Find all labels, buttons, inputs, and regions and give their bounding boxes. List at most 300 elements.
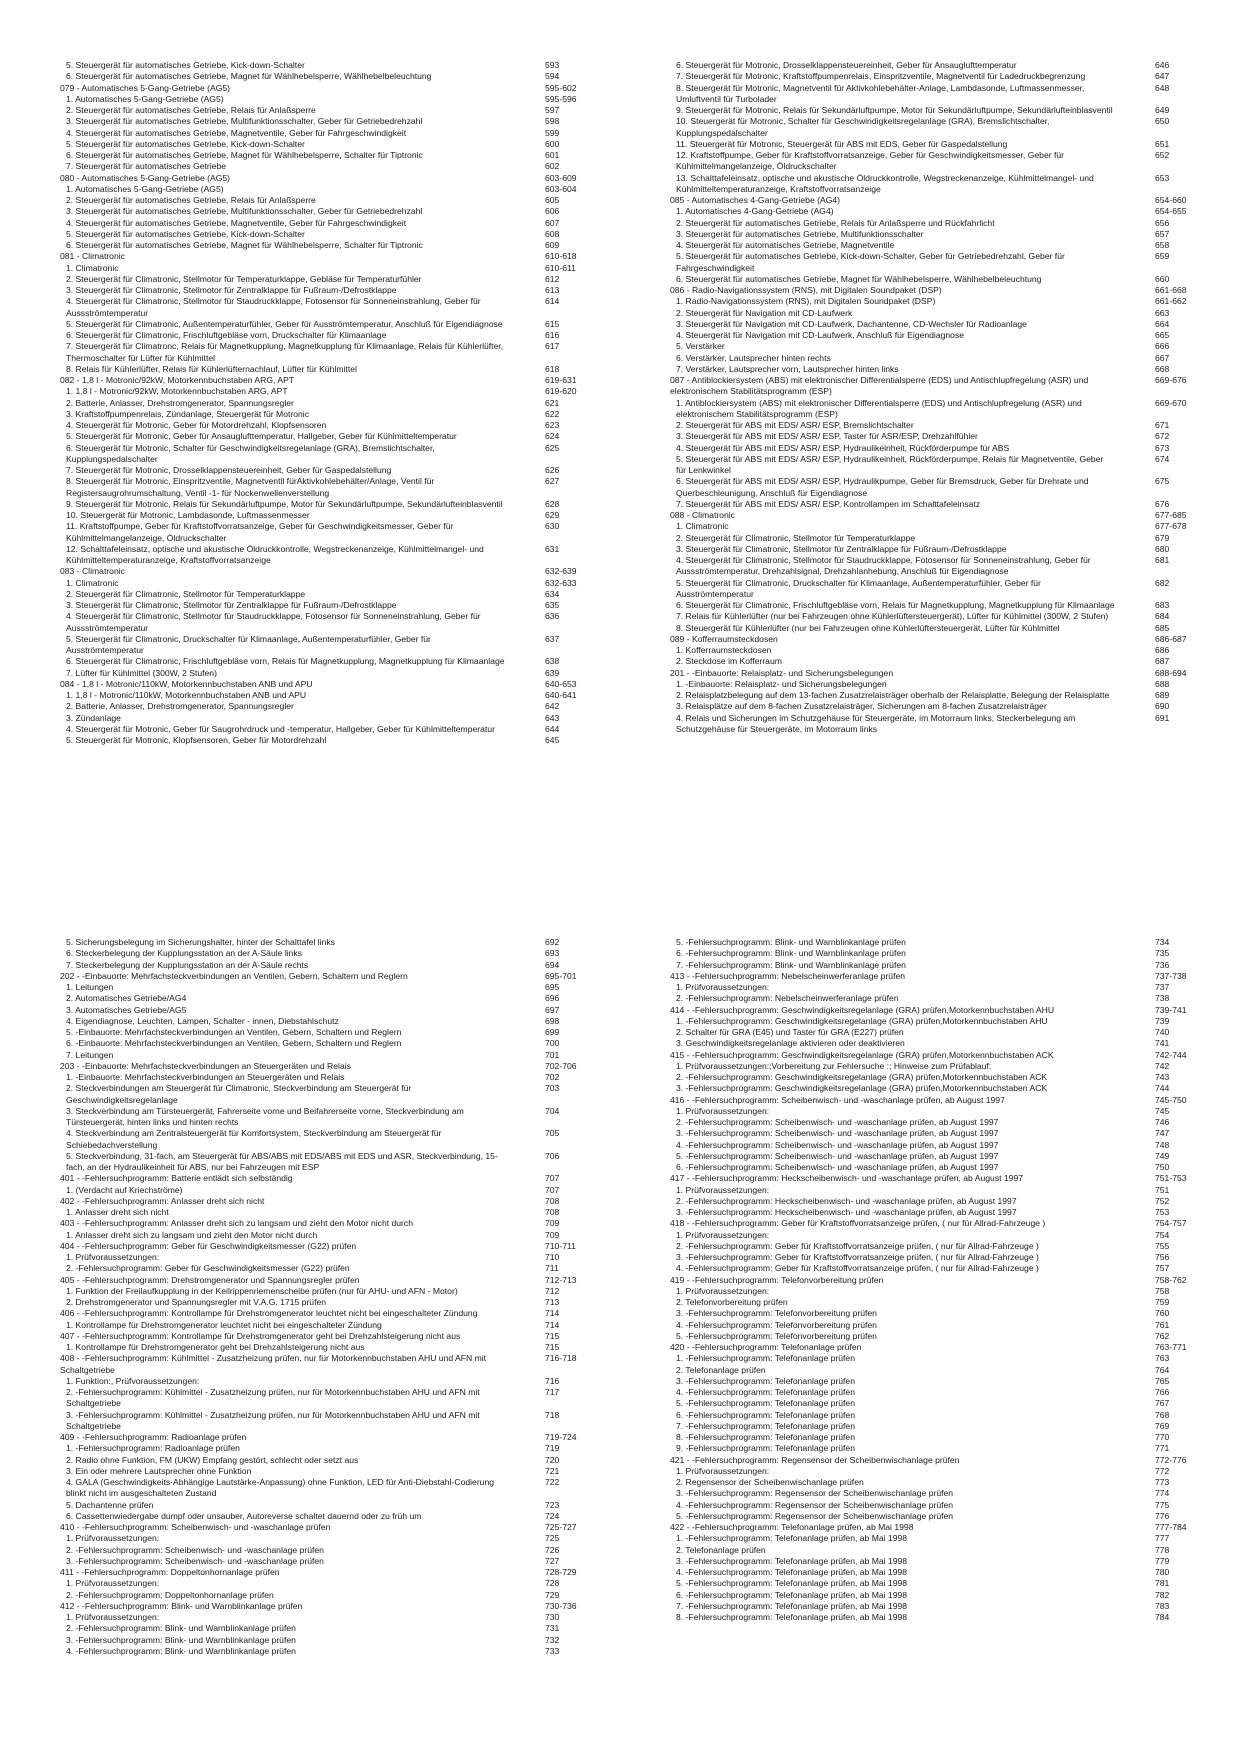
toc-page-number: 639 xyxy=(545,667,560,678)
toc-subentry xyxy=(670,274,1190,285)
toc-page-number: 763 xyxy=(1155,1353,1170,1364)
toc-subentry xyxy=(60,948,580,959)
toc-page-number: 758 xyxy=(1155,1285,1170,1296)
toc-entry-title: 416 - -Fehlersuchprogramm: Scheibenwisch- und -waschanlage prüfen, ab August 1997 xyxy=(670,1094,1005,1105)
toc-subentry xyxy=(670,1252,1190,1263)
toc-subentry xyxy=(670,150,1190,173)
toc-page-number: 725-727 xyxy=(545,1522,577,1532)
toc-subentry xyxy=(60,1477,580,1500)
toc-entry-title: 203 - -Einbauorte: Mehrfachsteckverbindungen an Steuergeräten und Relais xyxy=(60,1060,351,1071)
toc-entry-title: 2. Steuergerät für Navigation mit CD-Laufwerk xyxy=(676,307,853,318)
toc-subentry xyxy=(670,499,1190,510)
toc-page-number: 774 xyxy=(1155,1488,1170,1499)
toc-page-number: 702 xyxy=(545,1072,560,1082)
toc-subentry xyxy=(670,1241,1190,1252)
toc-subentry xyxy=(670,341,1190,352)
toc-page-number: 663 xyxy=(1155,307,1170,318)
toc-subentry xyxy=(60,409,580,420)
toc-subentry xyxy=(670,454,1190,477)
toc-subentry xyxy=(670,60,1190,71)
toc-page-number: 698 xyxy=(545,1015,560,1026)
toc-page-number: 738 xyxy=(1155,993,1170,1004)
toc-page-number: 638 xyxy=(545,656,560,667)
toc-entry-title: 2. Steckdose im Kofferraum xyxy=(676,656,782,667)
toc-entry-title: 2. Relaisplatzbelegung auf dem 13-fachen Zusatzrelaisträger oberhalb der Relaisplatte, Belegung der Relaisplatte xyxy=(676,690,1110,700)
toc-page-number: 728 xyxy=(545,1578,560,1589)
toc-entry-title: 6. Steuergerät für ABS mit EDS/ ASR/ ESP, Hydraulikpumpe, Geber für Bremsdruck, Geber für Drehrate und Querbeschleunigung, Anschluß für Eigendiagnose xyxy=(676,476,1089,498)
toc-subentry xyxy=(60,60,580,71)
toc-section-entry xyxy=(670,1522,1190,1533)
toc-subentry xyxy=(60,184,580,195)
toc-subentry xyxy=(670,1331,1190,1342)
toc-subentry xyxy=(670,1398,1190,1409)
toc-page-number: 731 xyxy=(545,1623,560,1634)
toc-entry-title: 1. Funktion der Freilaufkupplung in der Keilrippenriemenscheibe prüfen (nur für AHU- und AFN - Motor) xyxy=(66,1285,458,1296)
toc-page-number: 753 xyxy=(1155,1207,1170,1217)
toc-entry-title: 2. Steuergerät für automatisches Getriebe, Relais für Anlaßsperre xyxy=(66,105,316,115)
toc-page-number: 763-771 xyxy=(1155,1342,1187,1352)
toc-subentry xyxy=(60,195,580,206)
toc-page-number: 746 xyxy=(1155,1117,1170,1127)
toc-section-entry xyxy=(670,668,1190,679)
toc-section-entry xyxy=(670,1218,1190,1229)
toc-subentry xyxy=(60,1263,580,1274)
toc-subentry xyxy=(60,1578,580,1589)
toc-subentry xyxy=(60,1038,580,1049)
toc-subentry xyxy=(60,330,580,341)
toc-entry-title: 3. -Fehlersuchprogramm: Geber für Kraftstoffvorratsanzeige prüfen, ( nur für Allrad-Fahrzeuge ) xyxy=(676,1252,1039,1262)
toc-section-entry xyxy=(670,510,1190,521)
toc-page-number: 642 xyxy=(545,701,560,712)
toc-subentry xyxy=(670,420,1190,431)
toc-subentry xyxy=(670,1083,1190,1094)
toc-entry-title: 5. Steuergerät für automatisches Getriebe, Kick-down-Schalter, Geber für Getriebedrehzahl, Geber für Fahrgeschwindigkeit xyxy=(676,251,1065,273)
toc-entry-title: 2. -Fehlersuchprogramm: Kühlmittel - Zusatzheizung prüfen, nur für Motorkennbuchstaben AHU und AFN mit Schaltgetriebe xyxy=(66,1387,480,1409)
toc-page-number: 674 xyxy=(1155,453,1170,464)
toc-subentry xyxy=(670,1207,1190,1218)
toc-subentry xyxy=(60,1297,580,1308)
toc-entry-title: 7. Steuergerät für automatisches Getriebe xyxy=(66,161,227,172)
toc-page-number: 608 xyxy=(545,228,560,239)
toc-section-entry xyxy=(670,1455,1190,1466)
toc-entry-title: 4. Steuergerät für Climatronic, Stellmotor für Staudruckklappe, Fotosensor für Sonneneinstrahlung, Geber für Aussströmtemperatur xyxy=(66,611,481,633)
toc-page-number: 606 xyxy=(545,206,560,217)
toc-page-number: 737 xyxy=(1155,982,1170,992)
toc-subentry xyxy=(60,634,580,657)
toc-subentry xyxy=(60,139,580,150)
toc-page-number: 677-685 xyxy=(1155,510,1187,520)
toc-page-number: 772 xyxy=(1155,1465,1170,1476)
toc-page-number: 613 xyxy=(545,285,560,295)
toc-entry-title: 413 - -Fehlersuchprogramm: Nebelscheinwerferanlage prüfen xyxy=(670,970,906,981)
toc-entry-title: 421 - -Fehlersuchprogramm: Regensensor der Scheibenwischanlage prüfen xyxy=(670,1454,960,1465)
toc-entry-title: 419 - -Fehlersuchprogramm: Telefonvorbereitung prüfen xyxy=(670,1274,884,1285)
toc-page-number: 602 xyxy=(545,161,560,172)
toc-subentry xyxy=(60,1455,580,1466)
toc-page-number: 688 xyxy=(1155,678,1170,689)
toc-entry-title: 2. -Fehlersuchprogramm: Geber für Kraftstoffvorratsanzeige prüfen, ( nur für Allrad-Fahrzeuge ) xyxy=(676,1240,1039,1251)
toc-page-number: 741 xyxy=(1155,1038,1170,1049)
toc-entry-title: 4. Steuergerät für automatisches Getriebe, Magnetventile xyxy=(676,240,895,250)
toc-page-number: 630 xyxy=(545,521,560,532)
toc-subentry xyxy=(60,420,580,431)
toc-page-number: 665 xyxy=(1155,330,1170,340)
toc-subentry xyxy=(670,443,1190,454)
toc-subentry xyxy=(60,1230,580,1241)
toc-subentry xyxy=(670,690,1190,701)
toc-subentry xyxy=(60,274,580,285)
toc-subentry xyxy=(60,1320,580,1331)
toc-subentry xyxy=(670,656,1190,667)
toc-page-number: 660 xyxy=(1155,273,1170,284)
toc-page-number: 640-641 xyxy=(545,690,577,700)
toc-page-number: 754 xyxy=(1155,1229,1170,1240)
toc-page-number: 632-639 xyxy=(545,566,577,577)
toc-page-number: 724 xyxy=(545,1510,560,1521)
toc-entry-title: 6. Verstärker, Lautsprecher hinten rechts xyxy=(676,352,831,363)
toc-subentry xyxy=(670,296,1190,307)
toc-page-number: 680 xyxy=(1155,543,1170,554)
toc-entry-title: 4. Steuergerät für ABS mit EDS/ ASR/ ESP, Hydraulikeinheit, Rückförderpumpe für ABS xyxy=(676,442,1010,453)
toc-entry-title: 4. Steuergerät für automatisches Getriebe, Magnetventile, Geber für Fahrgeschwindigkeit xyxy=(66,217,407,228)
toc-entry-title: 403 - -Fehlersuchprogramm: Anlasser dreht sich zu langsam und zieht den Motor nicht durch xyxy=(60,1218,413,1229)
toc-entry-title: 11. Kraftstoffpumpe, Geber für Kraftstoffvorratsanzeige, Geber für Geschwindigkeitsmesser, Geber für Kühlmittelmangelanzeige, Öldruckschalter xyxy=(66,521,454,543)
toc-entry-title: 6. Steuergerät für Climatronic, Frischluftgebläse vorn, Druckschalter für Klimaanlage xyxy=(66,330,387,340)
toc-entry-title: 3. Geschwindigkeitsregelanlage aktivieren oder deaktivieren xyxy=(676,1038,905,1049)
toc-page-number: 669-676 xyxy=(1155,375,1187,385)
toc-entry-title: 2. Radio ohne Funktion, FM (UKW) Empfang gestört, schlecht oder setzt aus xyxy=(66,1454,359,1465)
toc-subentry xyxy=(670,71,1190,82)
toc-page-number: 784 xyxy=(1155,1612,1170,1622)
toc-page-number: 696 xyxy=(545,993,560,1004)
toc-page-number: 669-670 xyxy=(1155,397,1187,408)
toc-page-number: 734 xyxy=(1155,937,1170,947)
toc-section-entry xyxy=(670,195,1190,206)
toc-page-number: 622 xyxy=(545,408,560,419)
toc-subentry xyxy=(60,206,580,217)
toc-entry-title: 1. -Fehlersuchprogramm: Telefonanlage prüfen xyxy=(676,1353,855,1364)
toc-subentry xyxy=(60,668,580,679)
toc-entry-title: 3. -Fehlersuchprogramm: Telefonanlage prüfen xyxy=(676,1375,855,1386)
toc-subentry xyxy=(60,1207,580,1218)
toc-entry-title: 3. Steckverbindung am Türsteuergerät, Fahrerseite vorne und Beifahrerseite vorne, Steckverbindung am Türsteuergerät, hinten links und hinten rechts xyxy=(66,1105,464,1127)
toc-entry-title: 1. Automatisches 4-Gang-Getriebe (AG4) xyxy=(676,206,834,217)
toc-subentry xyxy=(670,1590,1190,1601)
toc-page-number: 666 xyxy=(1155,341,1170,352)
toc-page-number: 720 xyxy=(545,1454,560,1465)
toc-entry-title: 1. -Einbauorte: Mehrfachsteckverbindungen an Steuergeräten und Relais xyxy=(66,1072,345,1082)
toc-entry-title: 2. -Fehlersuchprogramm: Doppeltonhornanlage prüfen xyxy=(66,1589,274,1600)
toc-entry-title: 404 - -Fehlersuchprogramm: Geber für Geschwindigkeitsmesser (G22) prüfen xyxy=(60,1240,357,1251)
toc-page-number: 597 xyxy=(545,105,560,115)
toc-page-number: 612 xyxy=(545,273,560,284)
toc-entry-title: 4. -Fehlersuchprogramm: Telefonvorbereitung prüfen xyxy=(676,1319,877,1330)
toc-entry-title: 1. Kontrollampe für Drehstromgenerator leuchtet nicht bei eingeschalteter Zündung xyxy=(66,1319,382,1330)
toc-page-number: 697 xyxy=(545,1004,560,1015)
toc-subentry xyxy=(60,690,580,701)
toc-entry-title: 5. -Fehlersuchprogramm: Telefonanlage prüfen xyxy=(676,1398,855,1409)
toc-subentry xyxy=(670,1128,1190,1139)
toc-page-number: 689 xyxy=(1155,690,1170,700)
toc-page-number: 707 xyxy=(545,1184,560,1195)
toc-page-number: 640-653 xyxy=(545,678,577,689)
toc-page-number: 729 xyxy=(545,1589,560,1600)
toc-page-number: 766 xyxy=(1155,1387,1170,1397)
toc-subentry xyxy=(60,1083,580,1106)
toc-subentry xyxy=(60,1466,580,1477)
toc-page-number: 679 xyxy=(1155,532,1170,543)
toc-entry-title: 6. -Fehlersuchprogramm: Blink- und Warnblinkanlage prüfen xyxy=(676,948,906,959)
toc-subentry xyxy=(670,1196,1190,1207)
toc-page-number: 700 xyxy=(545,1038,560,1049)
toc-entry-title: 4. Relais und Sicherungen im Schutzgehäuse für Steuergeräte, im Motorraum links, Steckerbelegung am Schutzgehäuse für Steuergeräte, im Motorraum links xyxy=(676,712,1076,734)
toc-page-number: 668 xyxy=(1155,363,1170,374)
toc-section-entry xyxy=(60,1308,580,1319)
toc-subentry xyxy=(670,993,1190,1004)
toc-entry-title: 1. Prüfvoraussetzungen: xyxy=(66,1252,160,1262)
toc-page-number: 733 xyxy=(545,1645,560,1656)
toc-entry-title: 3. Steuergerät für automatisches Getriebe, Multifunktionsschalter, Geber für Getriebedrehzahl xyxy=(66,206,423,217)
toc-subentry xyxy=(60,263,580,274)
toc-entry-title: 1. Antiblockiersystem (ABS) mit elektronischer Differentialsperre (EDS) und Antischlupfregelung (ASR) und elektronischem Stabilitätsprogramm (ESP) xyxy=(676,397,1082,419)
toc-subentry xyxy=(670,960,1190,971)
toc-page-number: 695-701 xyxy=(545,970,577,981)
toc-section-entry xyxy=(60,679,580,690)
toc-entry-title: 1. Prüfvoraussetzungen: xyxy=(66,1578,160,1589)
toc-subentry xyxy=(60,1556,580,1567)
toc-entry-title: 4. Steuergerät für Navigation mit CD-Laufwerk, Anschluß für Eigendiagnose xyxy=(676,330,965,340)
toc-entry-title: 088 - Climatronic xyxy=(670,510,735,520)
toc-subentry xyxy=(670,240,1190,251)
toc-subentry xyxy=(60,578,580,589)
toc-entry-title: 2. -Fehlersuchprogramm: Geschwindigkeitsregelanlage (GRA) prüfen,Motorkennbuchstaben ACK xyxy=(676,1072,1048,1082)
toc-page-number: 717 xyxy=(545,1387,560,1397)
toc-page-number: 648 xyxy=(1155,82,1170,93)
toc-subentry xyxy=(670,1353,1190,1364)
toc-page-number: 716 xyxy=(545,1375,560,1386)
toc-subentry xyxy=(60,656,580,667)
toc-subentry xyxy=(60,701,580,712)
toc-page-number: 671 xyxy=(1155,420,1170,430)
toc-page-number: 743 xyxy=(1155,1072,1170,1082)
toc-page-number: 681 xyxy=(1155,555,1170,565)
toc-page-number: 603-604 xyxy=(545,183,577,194)
toc-entry-title: 7. Leitungen xyxy=(66,1049,114,1060)
toc-page-number: 710-711 xyxy=(545,1240,576,1251)
toc-entry-title: 4. -Fehlersuchprogramm: Scheibenwisch- und -waschanlage prüfen, ab August 1997 xyxy=(676,1139,999,1150)
toc-entry-title: 7. Steckerbelegung der Kupplungsstation an der A-Säule rechts xyxy=(66,959,309,970)
toc-page-number: 684 xyxy=(1155,611,1170,622)
toc-subentry xyxy=(60,499,580,510)
toc-subentry xyxy=(60,94,580,105)
toc-subentry xyxy=(670,139,1190,150)
toc-page-number: 635 xyxy=(545,600,560,610)
toc-entry-title: 1. 1,8 l - Motronic/110kW, Motorkennbuchstaben ANB und APU xyxy=(66,690,307,700)
toc-entry-title: 3. Steuergerät für automatisches Getriebe, Multifunktionsschalter, Geber für Getriebedrehzahl xyxy=(66,116,423,127)
toc-page-number: 694 xyxy=(545,959,560,970)
toc-page-number: 702-706 xyxy=(545,1060,577,1071)
toc-subentry xyxy=(670,364,1190,375)
toc-entry-title: 408 - -Fehlersuchprogramm: Kühlmittel - Zusatzheizung prüfen, nur für Motorkennbuchstaben AHU und AFN mit Schaltgetriebe xyxy=(60,1353,487,1375)
toc-entry-title: 417 - -Fehlersuchprogramm: Heckscheibenwisch- und -waschanlage prüfen, ab August 1997 xyxy=(670,1173,1024,1184)
toc-entry-title: 2. Steuergerät für Climatronic, Stellmotor für Temperaturklappe, Gebläse für Temperaturfühler xyxy=(66,273,422,284)
toc-page-number: 601 xyxy=(545,150,560,160)
toc-page-number: 637 xyxy=(545,633,560,644)
toc-entry-title: 6. -Fehlersuchprogramm: Telefonanlage prüfen xyxy=(676,1409,855,1420)
toc-page-number: 747 xyxy=(1155,1128,1170,1139)
toc-subentry xyxy=(670,982,1190,993)
toc-subentry xyxy=(60,1545,580,1556)
toc-subentry xyxy=(670,679,1190,690)
toc-entry-title: 4. Eigendiagnose, Leuchten, Lampen, Schalter - innen, Diebstahlschutz xyxy=(66,1015,339,1026)
toc-subentry xyxy=(670,1185,1190,1196)
toc-column-left xyxy=(60,937,580,1657)
toc-subentry xyxy=(670,948,1190,959)
toc-subentry xyxy=(670,544,1190,555)
toc-entry-title: 1. Prüfvoraussetzungen: xyxy=(66,1533,160,1544)
toc-subentry xyxy=(60,1646,580,1657)
toc-entry-title: 7. -Fehlersuchprogramm: Telefonanlage prüfen, ab Mai 1998 xyxy=(676,1600,908,1611)
toc-entry-title: 3. Steuergerät für Climatronic, Stellmotor für Zentralklappe für Fußraum-/Defrostklappe xyxy=(66,600,397,610)
toc-page-number: 695 xyxy=(545,982,560,992)
toc-subentry xyxy=(60,465,580,476)
toc-subentry xyxy=(670,431,1190,442)
toc-page-number: 715 xyxy=(545,1342,560,1352)
toc-subentry xyxy=(670,1443,1190,1454)
toc-subentry xyxy=(60,611,580,634)
toc-page-number: 636 xyxy=(545,611,560,622)
toc-entry-title: 412 - -Fehlersuchprogramm: Blink- und Warnblinkanlage prüfen xyxy=(60,1600,303,1611)
toc-entry-title: 2. Regensensor der Scheibenwischanlage prüfen xyxy=(676,1477,864,1487)
toc-page-number: 709 xyxy=(545,1229,560,1240)
toc-page-number: 609 xyxy=(545,240,560,250)
toc-page-number: 617 xyxy=(545,341,560,352)
toc-subentry xyxy=(60,1500,580,1511)
toc-page-number: 781 xyxy=(1155,1578,1170,1589)
toc-page-number: 690 xyxy=(1155,701,1170,712)
toc-subentry xyxy=(670,713,1190,736)
toc-entry-title: 1. Radio-Navigationssystem (RNS), mit Digitalen Soundpaket (DSP) xyxy=(676,296,936,307)
toc-subentry xyxy=(60,364,580,375)
toc-entry-title: 4. -Fehlersuchprogramm: Blink- und Warnblinkanlage prüfen xyxy=(66,1645,296,1656)
toc-subentry xyxy=(60,1387,580,1410)
toc-section-entry xyxy=(670,1005,1190,1016)
toc-page-number: 654-655 xyxy=(1155,206,1187,217)
toc-entry-title: 079 - Automatisches 5-Gang-Getriebe (AG5) xyxy=(60,82,231,93)
toc-subentry xyxy=(670,1106,1190,1117)
toc-page-number: 705 xyxy=(545,1128,560,1139)
toc-subentry xyxy=(670,1286,1190,1297)
toc-entry-title: 1. Kofferraumsteckdosen xyxy=(676,645,772,655)
toc-subentry xyxy=(60,735,580,746)
toc-entry-title: 2. Telefonanlage prüfen xyxy=(676,1364,766,1375)
toc-page-number: 673 xyxy=(1155,442,1170,453)
toc-page-number: 652 xyxy=(1155,150,1170,160)
toc-page-number: 658 xyxy=(1155,240,1170,250)
toc-page-number: 593 xyxy=(545,60,560,70)
toc-page-number: 714 xyxy=(545,1308,560,1319)
toc-page-number: 711 xyxy=(545,1263,559,1274)
toc-entry-title: 414 - -Fehlersuchprogramm: Geschwindigkeitsregelanlage (GRA) prüfen,Motorkennbuchstaben AHU xyxy=(670,1004,1055,1015)
toc-page-number: 732 xyxy=(545,1634,560,1645)
toc-entry-title: 1. Prüfvoraussetzungen: xyxy=(66,1612,160,1622)
toc-page-number: 682 xyxy=(1155,577,1170,588)
toc-subentry xyxy=(60,285,580,296)
toc-page-number: 773 xyxy=(1155,1477,1170,1487)
toc-subentry xyxy=(670,611,1190,622)
toc-entry-title: 3. -Fehlersuchprogramm: Blink- und Warnblinkanlage prüfen xyxy=(66,1634,296,1645)
toc-entry-title: 2. Steuergerät für Climatronic, Stellmotor für Temperaturklappe xyxy=(676,532,916,543)
toc-entry-title: 12. Kraftstoffpumpe, Geber für Kraftstoffvorratsanzeige, Geber für Geschwindigkeitsmesser, Geber für Kühlmittelmangelanzeige, Öldruckschalter xyxy=(676,150,1065,172)
toc-subentry xyxy=(60,510,580,521)
toc-page-number: 634 xyxy=(545,588,560,599)
toc-page-number: 644 xyxy=(545,723,560,734)
toc-section-entry xyxy=(60,1522,580,1533)
toc-entry-title: 1. Prüfvoraussetzungen: xyxy=(676,1285,770,1296)
toc-subentry xyxy=(60,1027,580,1038)
toc-page-number: 603-609 xyxy=(545,172,577,183)
toc-subentry xyxy=(670,1612,1190,1623)
toc-entry-title: 3. -Fehlersuchprogramm: Kühlmittel - Zusatzheizung prüfen, nur für Motorkennbuchstaben AHU und AFN mit Schaltgetriebe xyxy=(66,1409,480,1431)
toc-subentry xyxy=(60,1252,580,1263)
toc-page-number: 651 xyxy=(1155,138,1170,149)
toc-subentry xyxy=(670,319,1190,330)
toc-page-number: 692 xyxy=(545,937,560,947)
toc-subentry xyxy=(60,1016,580,1027)
toc-page-number: 730-736 xyxy=(545,1600,577,1611)
toc-subentry xyxy=(60,1635,580,1646)
toc-page-number: 605 xyxy=(545,195,560,205)
toc-page-number: 722 xyxy=(545,1477,560,1487)
toc-page-number: 776 xyxy=(1155,1510,1170,1521)
toc-entry-title: 7. Verstärker, Lautsprecher vorn, Lautsprecher hinten links xyxy=(676,363,899,374)
toc-section-entry xyxy=(60,173,580,184)
toc-page-number: 595-602 xyxy=(545,82,577,93)
toc-subentry xyxy=(60,713,580,724)
toc-entry-title: 8. Steuergerät für Motronic, Einspritzventile, Magnetventil fürAktivkohlebehälter/Anlage, Ventil für Registersaugrohrumschaltung, Ventil -1- für Nockenwellenverstellung xyxy=(66,476,435,498)
toc-entry-title: 2. Automatisches Getriebe/AG4 xyxy=(66,993,187,1004)
toc-page-number: 688-694 xyxy=(1155,667,1187,678)
toc-page-number: 744 xyxy=(1155,1083,1170,1094)
toc-entry-title: 7. Steuergerät für ABS mit EDS/ ASR/ ESP, Kontrollampen im Schalttafeleinsatz xyxy=(676,498,981,509)
toc-section-entry xyxy=(60,1241,580,1252)
toc-page-number: 736 xyxy=(1155,959,1170,970)
toc-page-number: 683 xyxy=(1155,600,1170,610)
toc-subentry xyxy=(670,1061,1190,1072)
toc-entry-title: 4. -Fehlersuchprogramm: Geber für Kraftstoffvorratsanzeige prüfen, ( nur für Allrad-Fahrzeuge ) xyxy=(676,1263,1039,1274)
toc-entry-title: 3. -Fehlersuchprogramm: Heckscheibenwisch- und -waschanlage prüfen, ab August 1997 xyxy=(676,1207,1017,1217)
toc-entry-title: 8. -Fehlersuchprogramm: Telefonanlage prüfen, ab Mai 1998 xyxy=(676,1612,908,1622)
toc-page-number: 751 xyxy=(1155,1184,1170,1195)
toc-subentry xyxy=(670,1477,1190,1488)
toc-subentry xyxy=(60,1151,580,1174)
toc-page-number: 730 xyxy=(545,1612,560,1622)
toc-page-number: 686-687 xyxy=(1155,633,1187,644)
toc-page-number: 719-724 xyxy=(545,1432,577,1442)
toc-entry-title: 3. -Fehlersuchprogramm: Scheibenwisch- und -waschanlage prüfen, ab August 1997 xyxy=(676,1128,999,1139)
toc-section-entry xyxy=(60,251,580,262)
toc-entry-title: 1. Prüfvoraussetzungen:;Vorbereitung zur Fehlersuche :; Hinweise zum Prüfablauf: xyxy=(676,1060,992,1071)
toc-page-number: 687 xyxy=(1155,656,1170,667)
toc-subentry xyxy=(60,476,580,499)
toc-entry-title: 5. Verstärker xyxy=(676,341,725,352)
toc-entry-title: 3. -Fehlersuchprogramm: Scheibenwisch- und -waschanlage prüfen xyxy=(66,1555,324,1566)
toc-page-number: 706 xyxy=(545,1150,560,1161)
toc-page-number: 712-713 xyxy=(545,1274,577,1285)
toc-page-number: 752 xyxy=(1155,1195,1170,1206)
toc-entry-title: 405 - -Fehlersuchprogramm: Drehstromgenerator und Spannungsregler prüfen xyxy=(60,1274,360,1285)
toc-subentry xyxy=(60,116,580,127)
